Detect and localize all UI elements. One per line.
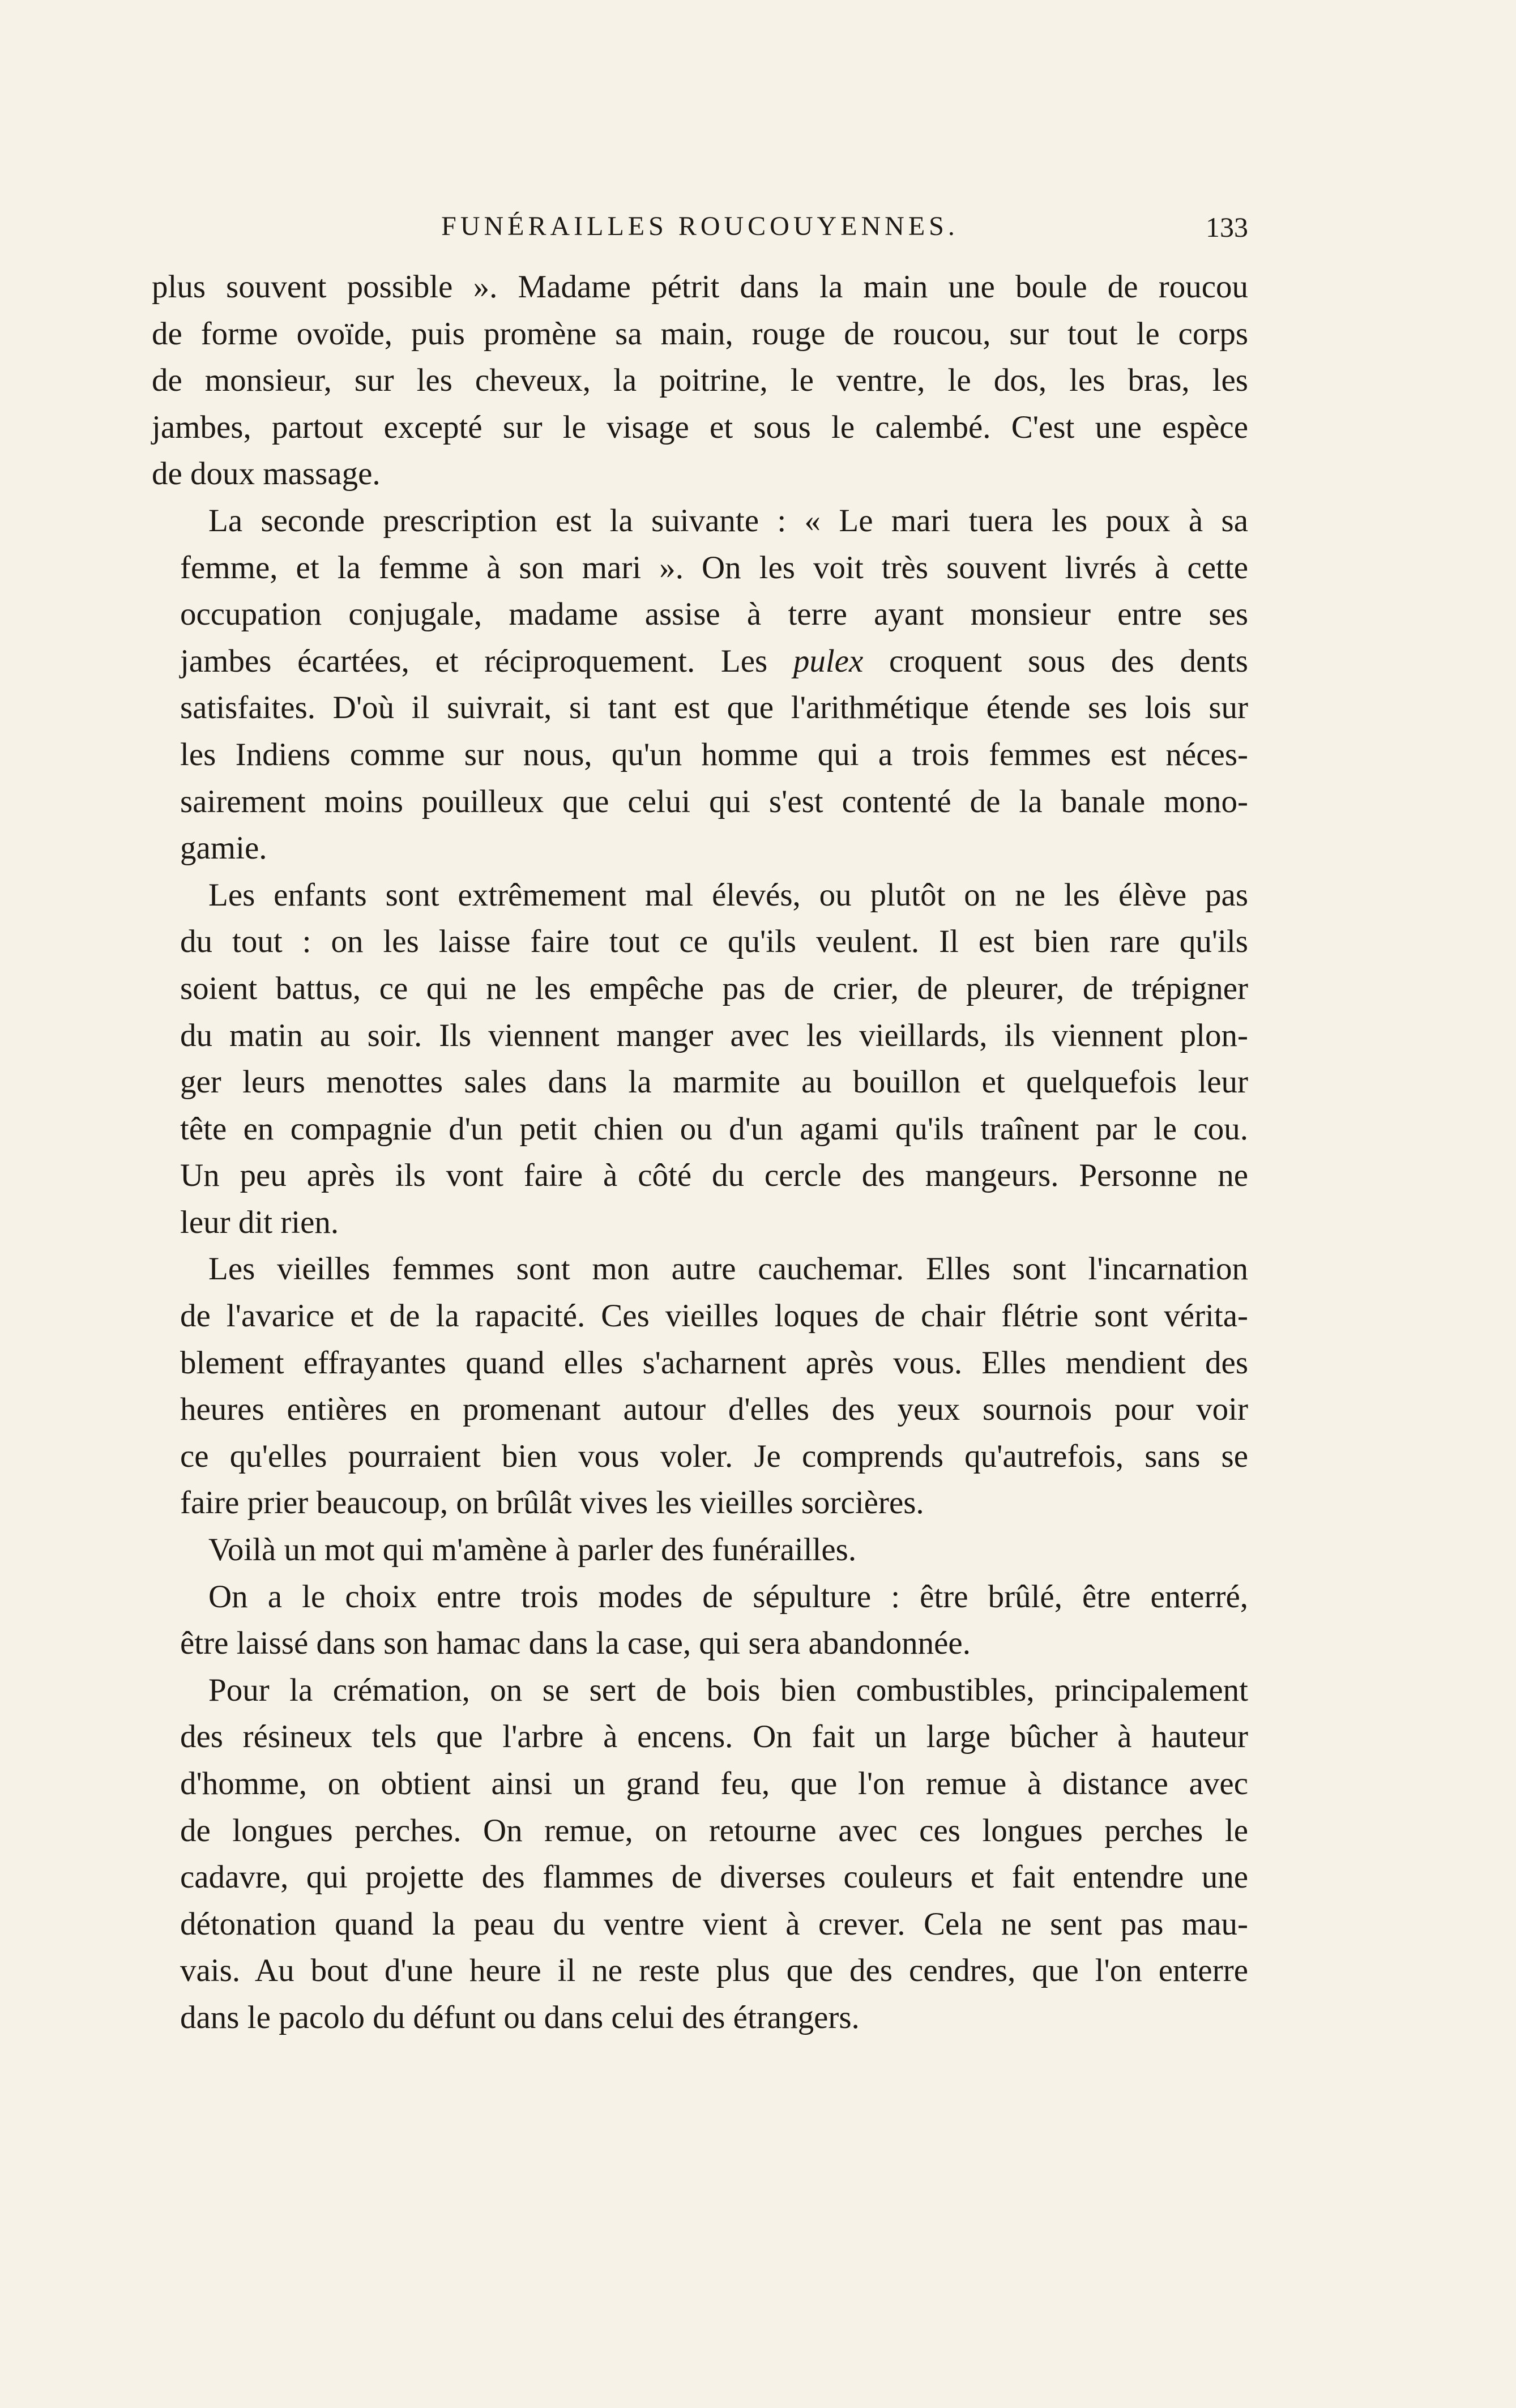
text-line: sairement moins pouilleux que celui qui s'est contenté de la banale mono-	[180, 783, 1248, 819]
text-line: ger leurs menottes sales dans la marmite au bouillon et quelquefois leur	[180, 1064, 1248, 1100]
page-number: 133	[1206, 211, 1248, 243]
text-line: être laissé dans son hamac dans la case, qui sera abandonnée.	[180, 1625, 971, 1662]
text-line: Un peu après ils vont faire à côté du cercle des mangeurs. Personne ne	[180, 1158, 1248, 1194]
text-line: occupation conjugale, madame assise à terre ayant monsieur entre ses	[180, 596, 1248, 633]
text-line: détonation quand la peau du ventre vient à crever. Cela ne sent pas mau-	[180, 1906, 1248, 1942]
text-line: gamie.	[180, 830, 267, 866]
text-line: La seconde prescription est la suivante : « Le mari tuera les poux à sa	[208, 502, 1248, 539]
text-line: de longues perches. On remue, on retourne avec ces longues perches le	[180, 1812, 1248, 1848]
text-line: du matin au soir. Ils viennent manger avec les vieillards, ils viennent plon-	[180, 1017, 1248, 1053]
text-line: des résineux tels que l'arbre à encens. On fait un large bûcher à hauteur	[180, 1719, 1248, 1755]
text-line: heures entières en promenant autour d'elles des yeux sournois pour voir	[180, 1391, 1248, 1428]
text-line: tête en compagnie d'un petit chien ou d'un agami qu'ils traînent par le cou.	[180, 1111, 1248, 1147]
text-line: blement effrayantes quand elles s'acharnent après vous. Elles mendient des	[180, 1344, 1248, 1381]
text-line: de monsieur, sur les cheveux, la poitrine, le ventre, le dos, les bras, les	[152, 362, 1248, 399]
text-line: d'homme, on obtient ainsi un grand feu, que l'on remue à distance avec	[180, 1766, 1248, 1801]
text-line: leur dit rien.	[180, 1204, 339, 1240]
paragraph	[152, 1527, 1248, 1574]
text-line: Les enfants sont extrêmement mal élevés, ou plutôt on ne les élève pas	[208, 877, 1248, 913]
text-line: les Indiens comme sur nous, qu'un homme qui a trois femmes est néces-	[180, 736, 1248, 772]
text-line: Les vieilles femmes sont mon autre cauchemar. Elles sont l'incarnation	[208, 1251, 1248, 1287]
text-line: On a le choix entre trois modes de sépulture : être brûlé, être enterré,	[208, 1578, 1248, 1615]
text-line: de forme ovoïde, puis promène sa main, rouge de roucou, sur tout le corps	[152, 315, 1248, 352]
running-title: FUNÉRAILLES ROUCOUYENNES.	[441, 211, 959, 241]
text-line: Voilà un mot qui m'amène à parler des funérailles.	[208, 1532, 857, 1568]
paragraph	[152, 1667, 1248, 2042]
paragraph	[152, 498, 1248, 872]
text-line: du tout : on les laisse faire tout ce qu'ils veulent. Il est bien rare qu'ils	[180, 924, 1248, 960]
text-line: vais. Au bout d'une heure il ne reste plus que des cendres, que l'on enterre	[180, 1953, 1248, 1989]
paragraph	[152, 264, 1248, 498]
text-line: satisfaites. D'où il suivrait, si tant est que l'arithmétique étende ses lois sur	[180, 690, 1248, 726]
text-line: soient battus, ce qui ne les empêche pas de crier, de pleurer, de trépigner	[180, 970, 1248, 1006]
text-line: faire prier beaucoup, on brûlât vives les vieilles sorcières.	[180, 1485, 924, 1521]
text-line: Pour la crémation, on se sert de bois bien combustibles, principalement	[208, 1672, 1248, 1708]
text-line: femme, et la femme à son mari ». On les voit très souvent livrés à cette	[180, 549, 1248, 586]
text-line: jambes écartées, et réciproquement. Les pulex croquent sous des dents	[180, 643, 1248, 679]
page-header	[152, 211, 1248, 245]
text-line: de l'avarice et de la rapacité. Ces vieilles loques de chair flétrie sont vérita-	[180, 1298, 1248, 1334]
text-line: de doux massage.	[152, 456, 381, 492]
text-line: dans le pacolo du défunt ou dans celui des étrangers.	[180, 1999, 860, 2035]
paragraph	[152, 1246, 1248, 1527]
paragraph	[152, 872, 1248, 1246]
text-line: jambes, partout excepté sur le visage et sous le calembé. C'est une espèce	[152, 409, 1248, 445]
paragraph	[152, 1574, 1248, 1667]
text-line: ce qu'elles pourraient bien vous voler. Je comprends qu'autrefois, sans se	[180, 1438, 1248, 1474]
text-line: cadavre, qui projette des flammes de diverses couleurs et fait entendre une	[180, 1859, 1248, 1895]
text-line: plus souvent possible ». Madame pétrit dans la main une boule de roucou	[152, 269, 1248, 305]
italic-term: pulex	[793, 643, 864, 679]
body-text	[152, 264, 1248, 2042]
